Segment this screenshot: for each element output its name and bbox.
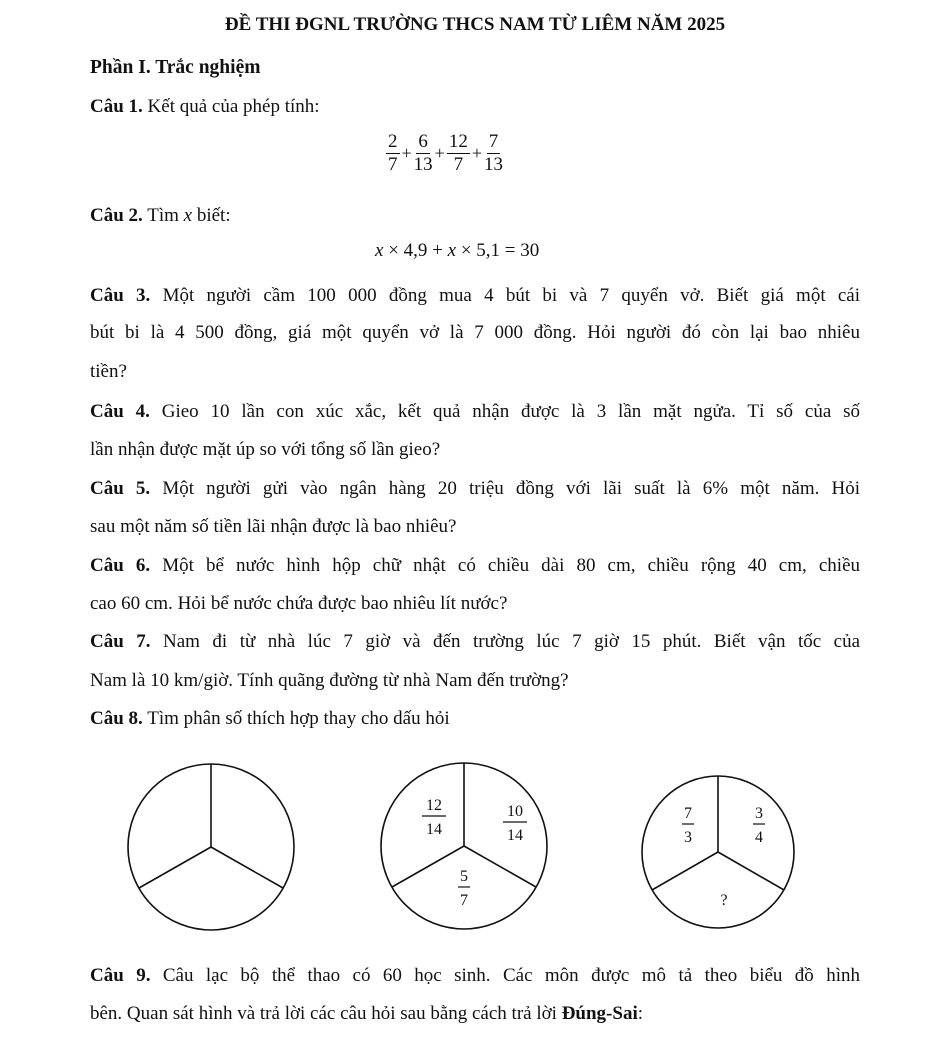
question-text: bên. Quan sát hình và trả lời các câu hỏi sau bằng cách trả lời	[90, 1003, 557, 1024]
question-label: Câu 3.	[90, 285, 151, 306]
numerator: 2	[388, 131, 398, 152]
question-label: Câu 1.	[90, 96, 143, 117]
question-text: Một người gửi vào ngân hàng 20 triệu đồng với lãi suất là 6% một năm. Hỏi	[162, 478, 860, 499]
question-text: Kết quả của phép tính:	[147, 96, 320, 117]
question-text: Một người cầm 100 000 đồng mua 4 bút bi và 7 quyển vở. Biết giá một cái	[162, 285, 861, 306]
denominator: 7	[388, 153, 398, 175]
equation-part: × 4,9 +	[388, 240, 443, 261]
wheel-2-top-right-denominator: 14	[507, 827, 523, 844]
plus-sign: +	[434, 142, 445, 163]
wheel-divider	[652, 852, 718, 890]
section-heading: Phần I. Trắc nghiệm	[90, 57, 261, 78]
plus-sign: +	[401, 142, 412, 163]
wheel-2-top-right-numerator: 10	[507, 803, 523, 820]
question-3	[90, 285, 860, 307]
question-3-line: tiền?	[90, 361, 127, 382]
wheel-divider	[211, 847, 283, 888]
wheel-2-bottom-numerator: 5	[460, 868, 468, 885]
denominator: 13	[413, 153, 433, 175]
question-7	[90, 631, 860, 653]
numerator: 6	[418, 131, 428, 152]
question-label: Câu 8.	[90, 708, 143, 729]
wheel-divider	[139, 847, 211, 888]
wheel-3-top-right-denominator: 4	[755, 829, 763, 846]
wheel-3-question-mark: ?	[720, 892, 728, 909]
fraction	[414, 132, 433, 175]
equation-part: × 5,1 = 30	[460, 240, 540, 261]
question-label: Câu 4.	[90, 401, 150, 422]
question-label: Câu 5.	[90, 478, 151, 499]
question-text: Tìm phân số thích hợp thay cho dấu hỏi	[147, 708, 450, 729]
question-text: biết:	[196, 205, 231, 226]
equation	[375, 240, 539, 262]
variable: x	[183, 205, 193, 226]
answer-format: Đúng-Sai	[561, 1003, 638, 1024]
question-5	[90, 478, 860, 500]
question-6	[90, 555, 860, 577]
question-text: Nam đi từ nhà lúc 7 giờ và đến trường lúc 7 giờ 15 phút. Biết vận tốc của	[163, 631, 860, 652]
denominator: 7	[453, 153, 464, 175]
wheel-3-top-left-denominator: 3	[684, 829, 692, 846]
plus-sign: +	[471, 142, 482, 163]
fraction-expression	[386, 132, 503, 175]
question-label: Câu 2.	[90, 205, 143, 226]
question-6-line: cao 60 cm. Hỏi bể nước chứa được bao nhiêu lít nước?	[90, 593, 508, 614]
wheel-divider	[718, 852, 784, 890]
question-text: Một bể nước hình hộp chữ nhật có chiều dài 80 cm, chiều rộng 40 cm, chiều	[162, 555, 861, 576]
question-9-line	[90, 1003, 643, 1025]
numerator: 12	[448, 131, 468, 152]
fraction	[386, 132, 400, 175]
question-label: Câu 7.	[90, 631, 151, 652]
wheel-2-top-left-denominator: 14	[426, 821, 442, 838]
question-9	[90, 965, 860, 987]
question-4-line: lần nhận được mặt úp so với tổng số lần gieo?	[90, 439, 441, 460]
question-label: Câu 9.	[90, 965, 151, 986]
wheel-divider	[392, 846, 464, 887]
question-1	[90, 96, 320, 118]
wheel-divider	[464, 846, 536, 887]
question-8	[90, 708, 450, 730]
question-label: Câu 6.	[90, 555, 151, 576]
question-2	[90, 205, 231, 227]
variable: x	[375, 240, 384, 261]
question-text: Câu lạc bộ thể thao có 60 học sinh. Các môn được mô tả theo biểu đồ hình	[162, 965, 860, 986]
question-4	[90, 401, 860, 423]
question-text: Gieo 10 lần con xúc xắc, kết quả nhận được là 3 lần mặt ngửa. Tỉ số của số	[161, 401, 860, 422]
question-text: Tìm	[147, 205, 179, 226]
wheel-3-top-left-numerator: 7	[684, 805, 692, 822]
fraction	[484, 132, 503, 175]
wheel-2-bottom-denominator: 7	[460, 892, 468, 909]
fraction-wheels-diagram	[0, 740, 950, 940]
fraction	[447, 132, 470, 175]
denominator: 13	[483, 153, 503, 175]
exam-title: ĐỀ THI ĐGNL TRƯỜNG THCS NAM TỪ LIÊM NĂM 2025	[224, 14, 726, 35]
numerator: 7	[488, 131, 499, 152]
question-3-line: bút bi là 4 500 đồng, giá một quyển vở là 7 000 đồng. Hỏi người đó còn lại bao nhiêu	[90, 322, 860, 343]
wheel-3-top-right-numerator: 3	[755, 805, 763, 822]
variable: x	[447, 240, 457, 261]
question-7-line: Nam là 10 km/giờ. Tính quãng đường từ nhà Nam đến trường?	[90, 670, 569, 691]
punctuation: :	[637, 1003, 644, 1024]
wheel-2-top-left-numerator: 12	[426, 797, 442, 814]
question-5-line: sau một năm số tiền lãi nhận được là bao nhiêu?	[90, 516, 457, 537]
